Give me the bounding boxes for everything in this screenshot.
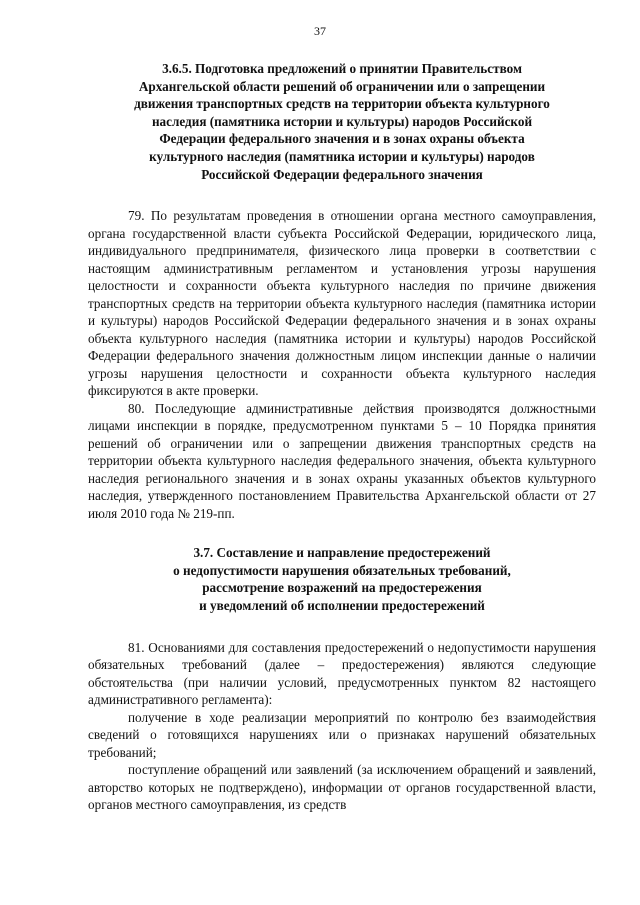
heading-line: и уведомлений об исполнении предостережений bbox=[199, 597, 485, 613]
heading-line: Архангельской области решений об ограничении или о запрещении bbox=[138, 78, 546, 94]
page-number: 37 bbox=[314, 24, 326, 38]
heading-line: рассмотрение возражений на предостережения bbox=[202, 580, 482, 596]
heading-line: движения транспортных средств на территории объекта культурного bbox=[134, 96, 550, 112]
paragraph-80: 80. Последующие административные действия производятся должностными лицами инспекции в порядке, предусмотренном пунктами 5 – 10 Порядка принятия решений об ограничении или о запрещении движения транспортных средств на территории объекта культурного наследия федерального значения, объекта культурного наследия регионального значения и в зонах охраны указанных объектов культурного наследия, утвержденного постановлением Правительства Архангельской области от 27 июля 2010 года № 219-пп. bbox=[88, 400, 596, 521]
heading-line: культурного наследия (памятника истории и культуры) народов bbox=[149, 148, 535, 164]
document-body bbox=[88, 60, 596, 814]
heading-line: Федерации федерального значения и в зонах охраны объекта bbox=[159, 131, 525, 147]
section-heading-3-6-5 bbox=[88, 60, 596, 183]
heading-line: Российской Федерации федерального значения bbox=[201, 166, 483, 182]
section-heading-3-7 bbox=[88, 544, 596, 614]
heading-line: 3.6.5. Подготовка предложений о принятии Правительством bbox=[162, 61, 522, 76]
paragraph-81-item-2: поступление обращений или заявлений (за исключением обращений и заявлений, авторство которых не подтверждено), информации от органов государственной власти, органов местного самоуправления, из средств bbox=[88, 762, 596, 813]
paragraph-81: 81. Основаниями для составления предостережений о недопустимости нарушения обязательных требований (далее – предостережения) являются следующие обстоятельства (при наличии условий, предусмотренных пунктом 82 настоящего административного регламента): bbox=[88, 639, 596, 708]
heading-line: 3.7. Составление и направление предостережений bbox=[193, 545, 491, 561]
heading-line: наследия (памятника истории и культуры) народов Российской bbox=[151, 113, 533, 129]
paragraph-79: 79. По результатам проведения в отношении органа местного самоуправления, органа государственной власти субъекта Российской Федерации, юридического лица, индивидуального предпринимателя, физического лица проверки в соответствии с настоящим административным регламентом и установления угрозы нарушения целостности и сохранности объекта культурного наследия по причине движения транспортных средств на территории объекта культурного наследия (памятника истории и культуры) народов Российской Федерации федерального значения и в зонах охраны объекта культурного наследия (памятника истории и культуры) народов Российской Федерации федерального значения должностным лицом инспекции данные о наличии угрозы нарушения целостности и сохранности объекта культурного наследия фиксируются в акте проверки. bbox=[88, 208, 596, 399]
heading-line: о недопустимости нарушения обязательных требований, bbox=[173, 562, 511, 578]
paragraph-81-item-1: получение в ходе реализации мероприятий по контролю без взаимодействия сведений о готовящихся нарушениях или о признаках нарушений обязательных требований; bbox=[88, 709, 596, 760]
